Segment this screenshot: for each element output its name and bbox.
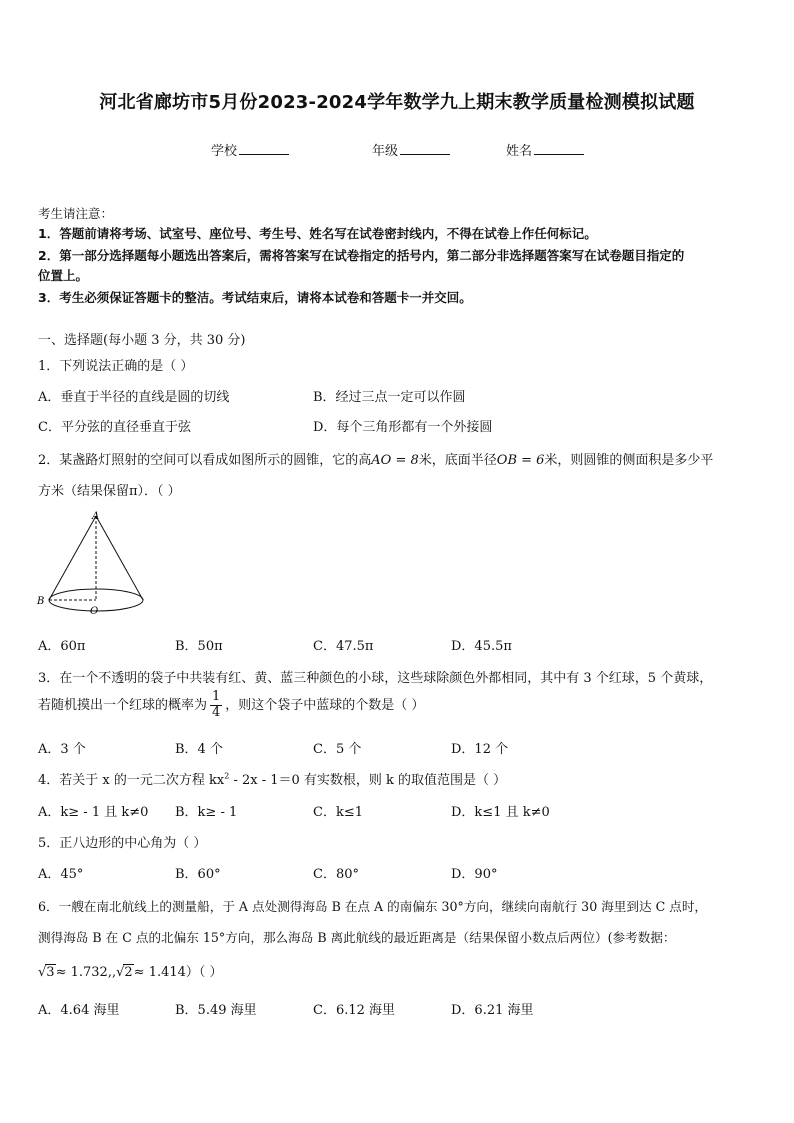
q3-option-a[interactable]: A．3 个 (38, 742, 86, 757)
school-blank[interactable] (239, 142, 289, 155)
q3-option-d[interactable]: D．12 个 (451, 742, 509, 757)
q6-approx-2: ≈ 1.414 (133, 965, 186, 980)
q4-option-d[interactable]: D．k≤1 且 k≠0 (451, 805, 550, 820)
q1-option-d[interactable]: D．每个三角形都有一个外接圆 (313, 420, 493, 435)
q3-fraction (210, 690, 222, 721)
name-field[interactable] (506, 140, 584, 159)
name-label: 姓名 (506, 144, 533, 159)
q3-stem-line2 (38, 690, 424, 721)
q6-option-d[interactable]: D．6.21 海里 (451, 1003, 534, 1018)
q5-stem: 5．正八边形的中心角为（ ） (38, 836, 207, 851)
q2-option-c[interactable]: C．47.5π (313, 639, 374, 654)
q4-stem (38, 769, 506, 788)
notice-item-1: 1．答题前请将考场、试室号、座位号、考生号、姓名写在试卷密封线内，不得在试卷上作任何标记。 (38, 226, 597, 241)
q3-stem-c: ，则这个袋子中蓝球的个数是（ ） (225, 697, 425, 713)
q1-option-a[interactable]: A．垂直于半径的直线是圆的切线 (38, 390, 230, 405)
q2-stem-c: 米，则圆锥的侧面积是多少平 (544, 453, 714, 468)
q2-option-a[interactable]: A．60π (38, 639, 86, 654)
q6-stem-a: 6．一艘在南北航线上的测量船，于 A 点处测得海岛 B 在点 A 的南偏东 30°方向，继续向南航行 30 海里到达 C 点时， (38, 899, 708, 914)
q1-option-b[interactable]: B．经过三点一定可以作圆 (313, 390, 466, 405)
cone-label-o: O (90, 606, 99, 617)
cone-right-edge (96, 516, 143, 600)
q2-option-d[interactable]: D．45.5π (451, 639, 512, 654)
q4-option-a[interactable]: A．k≥ - 1 且 k≠0 (38, 805, 149, 820)
q2-option-b[interactable]: B．50π (175, 639, 223, 654)
section-title: 一、选择题(每小题 3 分，共 30 分) (38, 333, 246, 348)
q2-ob-equation: OB = 6 (496, 453, 545, 468)
grade-blank[interactable] (400, 142, 450, 155)
notice-item-3: 3．考生必须保证答题卡的整洁。考试结束后，请将本试卷和答题卡一并交回。 (38, 290, 472, 305)
q2-stem-line1 (38, 449, 713, 468)
q5-option-d[interactable]: D．90° (451, 867, 498, 882)
school-field[interactable] (211, 140, 289, 159)
q6-sqrt2: 2 (124, 965, 133, 980)
page-title: 河北省廊坊市5月份2023-2024学年数学九上期末教学质量检测模拟试题 (99, 92, 695, 113)
q6-option-a[interactable]: A．4.64 海里 (38, 1003, 120, 1018)
cone-label-a: A (92, 511, 100, 522)
q1-option-c[interactable]: C．平分弦的直径垂直于弦 (38, 420, 191, 435)
grade-label: 年级 (372, 144, 399, 159)
grade-field[interactable] (372, 140, 450, 159)
q4-option-b[interactable]: B．k≥ - 1 (175, 805, 238, 820)
q2-ao-equation: AO = 8 (371, 453, 419, 468)
q6-stem-c: ）（ ） (185, 965, 223, 980)
q6-approx-1: ≈ 1.732,, (55, 965, 117, 980)
q6-sqrt3: 3 (46, 965, 55, 980)
sqrt-symbol-1: √ (38, 965, 47, 980)
name-blank[interactable] (534, 142, 584, 155)
q6-reference-values (38, 961, 223, 980)
q4-exponent: 2 (224, 771, 230, 781)
q3-fraction-numerator: 1 (212, 689, 221, 704)
cone-left-edge (49, 516, 96, 600)
q6-option-b[interactable]: B．5.49 海里 (175, 1003, 257, 1018)
q3-stem-b: 若随机摸出一个红球的概率为 (38, 697, 208, 713)
school-label: 学校 (211, 144, 238, 159)
q3-fraction-denominator: 4 (212, 704, 221, 720)
cone-figure (34, 508, 150, 618)
cone-label-b: B (37, 596, 45, 607)
sqrt-symbol-2: √ (116, 965, 125, 980)
q3-stem-a: 3．在一个不透明的袋子中共装有红、黄、蓝三种颜色的小球，这些球除颜色外都相同，其中有 3 个红球，5 个黄球， (38, 671, 713, 686)
notice-item-2-cont: 位置上。 (38, 268, 89, 283)
q6-option-c[interactable]: C．6.12 海里 (313, 1003, 396, 1018)
q1-stem: 1．下列说法正确的是（ ） (38, 359, 194, 374)
notice-heading: 考生请注意： (38, 206, 114, 221)
q4-stem-a: 4．若关于 x 的一元二次方程 kx (38, 773, 225, 788)
q5-option-c[interactable]: C．80° (313, 867, 359, 882)
q5-option-a[interactable]: A．45° (38, 867, 84, 882)
q2-stem-d: 方米（结果保留π）．（ ） (38, 484, 181, 499)
q2-stem-b: 米，底面半径 (418, 453, 497, 468)
notice-item-2: 2．第一部分选择题每小题选出答案后，需将答案写在试卷指定的括号内，第二部分非选择题答案写在试卷题目指定的 (38, 248, 685, 263)
q3-option-c[interactable]: C．5 个 (313, 742, 362, 757)
q3-option-b[interactable]: B．4 个 (175, 742, 223, 757)
q5-option-b[interactable]: B．60° (175, 867, 221, 882)
q6-stem-b: 测得海岛 B 在 C 点的北偏东 15°方向，那么海岛 B 离此航线的最近距离是（结果保留小数点后两位）(参考数据： (38, 930, 676, 945)
q4-option-c[interactable]: C．k≤1 (313, 805, 363, 820)
q2-stem-a: 2．某盏路灯照射的空间可以看成如图所示的圆锥，它的高 (38, 453, 372, 468)
q4-stem-b: - 2x - 1＝0 有实数根，则 k 的取值范围是（ ） (229, 773, 507, 788)
